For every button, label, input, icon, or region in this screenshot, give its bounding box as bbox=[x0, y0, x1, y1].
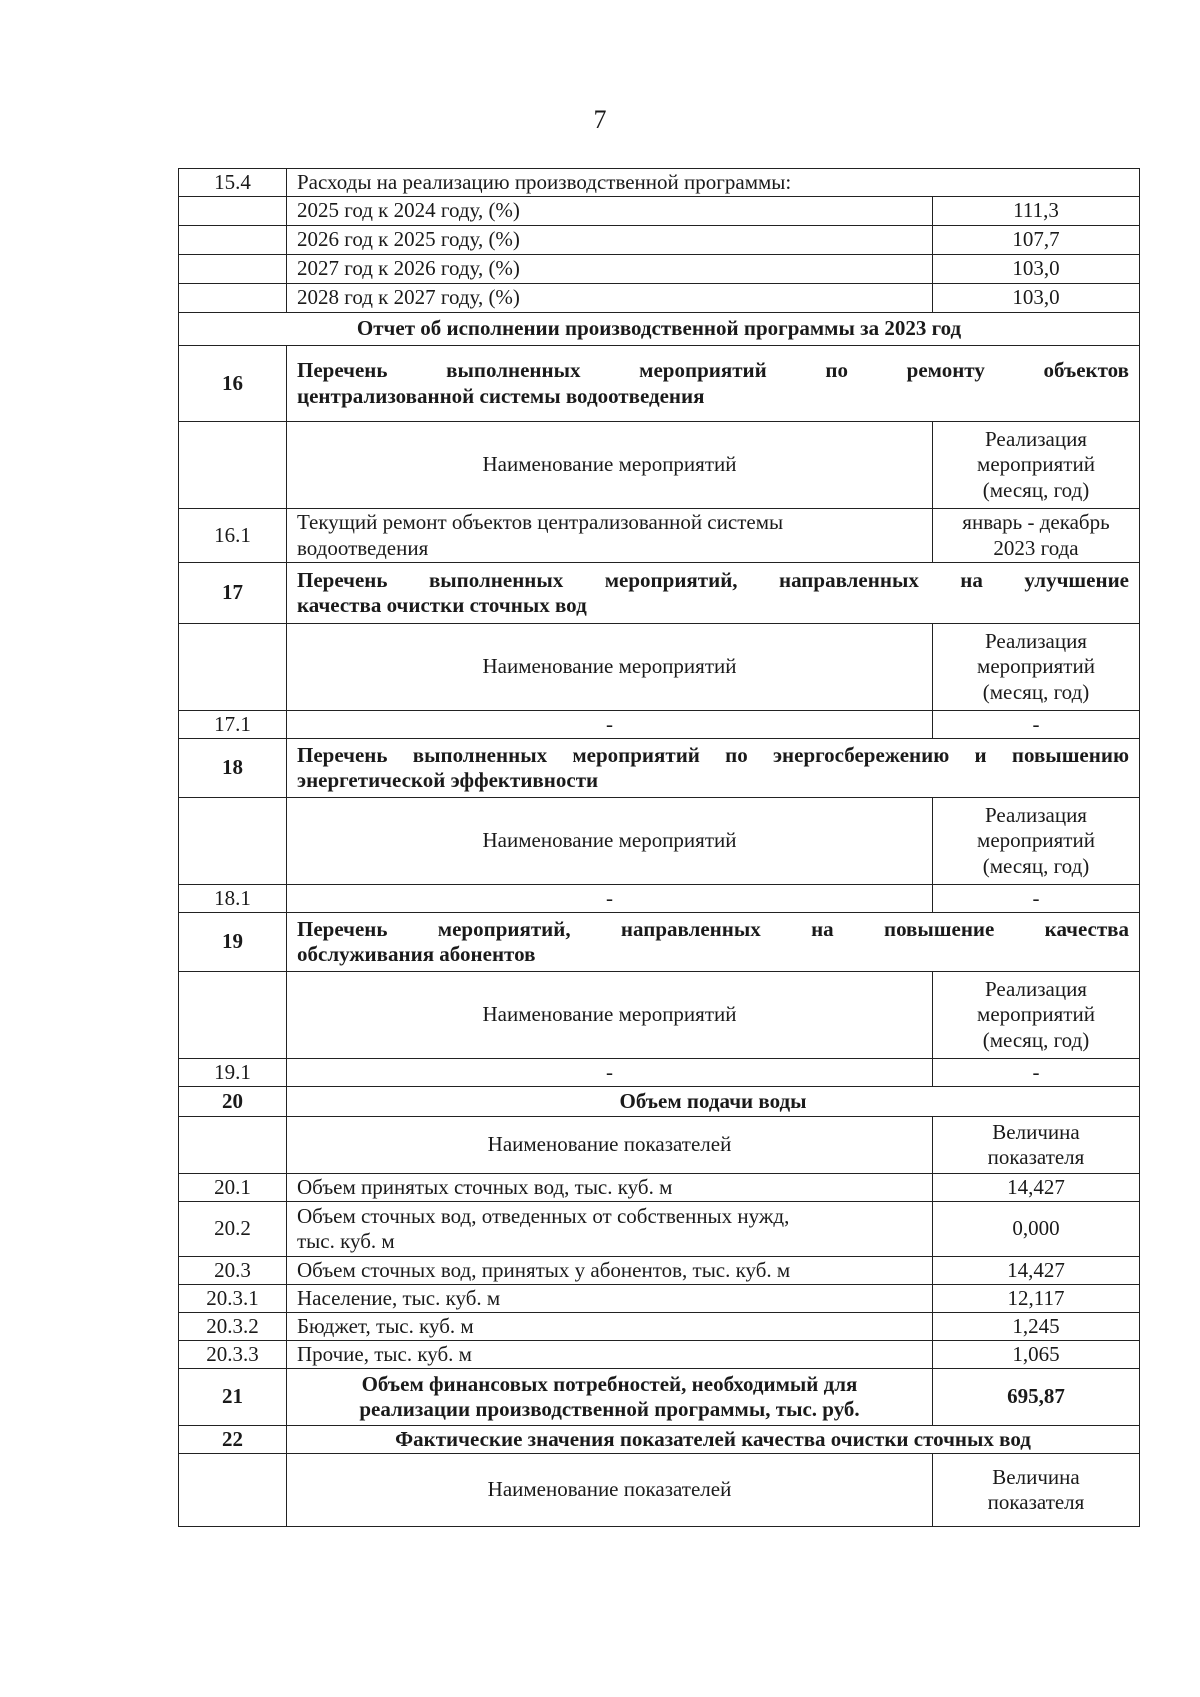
table-row-20-1 bbox=[179, 1174, 1140, 1202]
empty-cell bbox=[179, 798, 287, 885]
section-header-22 bbox=[179, 1426, 1140, 1454]
row-label: Объем сточных вод, отведенных от собственных нужд, тыс. куб. м bbox=[287, 1202, 933, 1257]
row-number: 15.4 bbox=[179, 169, 287, 197]
section-number: 17 bbox=[179, 563, 287, 624]
row-number: 18.1 bbox=[179, 885, 287, 913]
row-value: 103,0 bbox=[933, 284, 1140, 313]
section-title: Перечень мероприятий, направленных на повышение качества обслуживания абонентов bbox=[287, 913, 1140, 972]
empty-cell bbox=[179, 422, 287, 509]
row-value: 695,87 bbox=[933, 1369, 1140, 1426]
table-row-18-1 bbox=[179, 885, 1140, 913]
table-row bbox=[179, 197, 1140, 226]
empty-cell bbox=[179, 1454, 287, 1527]
section-title: Объем подачи воды bbox=[287, 1087, 1140, 1117]
program-table bbox=[178, 168, 1140, 1527]
row-number: 20.2 bbox=[179, 1202, 287, 1257]
row-value: январь - декабрь 2023 года bbox=[933, 509, 1140, 563]
row-value: 14,427 bbox=[933, 1174, 1140, 1202]
empty-cell bbox=[179, 284, 287, 313]
measures-header: Наименование мероприятий bbox=[287, 624, 933, 711]
section-number: 22 bbox=[179, 1426, 287, 1454]
row-number: 20.3 bbox=[179, 1257, 287, 1285]
row-label: Объем принятых сточных вод, тыс. куб. м bbox=[287, 1174, 933, 1202]
row-value: 1,065 bbox=[933, 1341, 1140, 1369]
section-title: Перечень выполненных мероприятий по ремонту объектов централизованной системы водоотведения bbox=[287, 346, 1140, 422]
table-row-21 bbox=[179, 1369, 1140, 1426]
realization-header: Реализация мероприятий (месяц, год) bbox=[933, 972, 1140, 1059]
table-row-20-3-2 bbox=[179, 1313, 1140, 1341]
row-value: - bbox=[933, 1059, 1140, 1087]
section-title: Перечень выполненных мероприятий по энергосбережению и повышению энергетической эффективности bbox=[287, 739, 1140, 798]
table-row bbox=[179, 255, 1140, 284]
table-row-20-3-1 bbox=[179, 1285, 1140, 1313]
row-value: 103,0 bbox=[933, 255, 1140, 284]
row-value: 111,3 bbox=[933, 197, 1140, 226]
empty-cell bbox=[179, 1117, 287, 1174]
row-value: - bbox=[933, 885, 1140, 913]
column-header-row bbox=[179, 798, 1140, 885]
indicators-header: Наименование показателей bbox=[287, 1117, 933, 1174]
column-header-row bbox=[179, 1117, 1140, 1174]
section-header-19 bbox=[179, 913, 1140, 972]
row-value: 1,245 bbox=[933, 1313, 1140, 1341]
section-number: 20 bbox=[179, 1087, 287, 1117]
row-value: 107,7 bbox=[933, 226, 1140, 255]
section-number: 19 bbox=[179, 913, 287, 972]
report-title: Отчет об исполнении производственной программы за 2023 год bbox=[179, 313, 1140, 346]
row-label: 2028 год к 2027 году, (%) bbox=[287, 284, 933, 313]
column-header-row bbox=[179, 972, 1140, 1059]
table-row bbox=[179, 284, 1140, 313]
empty-cell bbox=[179, 624, 287, 711]
table-row-15-4 bbox=[179, 169, 1140, 197]
row-label: 2027 год к 2026 году, (%) bbox=[287, 255, 933, 284]
row-number: 20.3.3 bbox=[179, 1341, 287, 1369]
section-header-18 bbox=[179, 739, 1140, 798]
row-label: Население, тыс. куб. м bbox=[287, 1285, 933, 1313]
row-number: 20.3.1 bbox=[179, 1285, 287, 1313]
section-number: 18 bbox=[179, 739, 287, 798]
row-label: Прочие, тыс. куб. м bbox=[287, 1341, 933, 1369]
row-label: Объем финансовых потребностей, необходимый для реализации производственной программы, тыс. руб. bbox=[287, 1369, 933, 1426]
row-value: - bbox=[933, 711, 1140, 739]
section-title: Фактические значения показателей качества очистки сточных вод bbox=[287, 1426, 1140, 1454]
section-number: 21 bbox=[179, 1369, 287, 1426]
report-title-row bbox=[179, 313, 1140, 346]
row-label: - bbox=[287, 1059, 933, 1087]
table-row-20-2 bbox=[179, 1202, 1140, 1257]
table-row-19-1 bbox=[179, 1059, 1140, 1087]
table-row-20-3-3 bbox=[179, 1341, 1140, 1369]
row-number: 16.1 bbox=[179, 509, 287, 563]
measures-header: Наименование мероприятий bbox=[287, 422, 933, 509]
page-number: 7 bbox=[593, 105, 607, 134]
row-label: 2026 год к 2025 году, (%) bbox=[287, 226, 933, 255]
section-header-20 bbox=[179, 1087, 1140, 1117]
empty-cell bbox=[179, 972, 287, 1059]
row-label: Текущий ремонт объектов централизованной системы водоотведения bbox=[287, 509, 933, 563]
row-value: 14,427 bbox=[933, 1257, 1140, 1285]
row-number: 20.3.2 bbox=[179, 1313, 287, 1341]
row-label: - bbox=[287, 711, 933, 739]
row-label: 2025 год к 2024 году, (%) bbox=[287, 197, 933, 226]
empty-cell bbox=[179, 197, 287, 226]
row-label: - bbox=[287, 885, 933, 913]
row-number: 20.1 bbox=[179, 1174, 287, 1202]
column-header-row bbox=[179, 624, 1140, 711]
table-row-17-1 bbox=[179, 711, 1140, 739]
row-value: 0,000 bbox=[933, 1202, 1140, 1257]
row-label: Расходы на реализацию производственной программы: bbox=[287, 169, 1140, 197]
table-row-20-3 bbox=[179, 1257, 1140, 1285]
realization-header: Реализация мероприятий (месяц, год) bbox=[933, 422, 1140, 509]
indicators-header: Наименование показателей bbox=[287, 1454, 933, 1527]
magnitude-header: Величина показателя bbox=[933, 1117, 1140, 1174]
empty-cell bbox=[179, 226, 287, 255]
table-row-16-1 bbox=[179, 509, 1140, 563]
magnitude-header: Величина показателя bbox=[933, 1454, 1140, 1527]
section-header-16 bbox=[179, 346, 1140, 422]
column-header-row bbox=[179, 422, 1140, 509]
row-label: Объем сточных вод, принятых у абонентов, тыс. куб. м bbox=[287, 1257, 933, 1285]
section-title: Перечень выполненных мероприятий, направленных на улучшение качества очистки сточных вод bbox=[287, 563, 1140, 624]
empty-cell bbox=[179, 255, 287, 284]
measures-header: Наименование мероприятий bbox=[287, 798, 933, 885]
row-value: 12,117 bbox=[933, 1285, 1140, 1313]
section-header-17 bbox=[179, 563, 1140, 624]
row-number: 17.1 bbox=[179, 711, 287, 739]
row-label: Бюджет, тыс. куб. м bbox=[287, 1313, 933, 1341]
table-row bbox=[179, 226, 1140, 255]
realization-header: Реализация мероприятий (месяц, год) bbox=[933, 624, 1140, 711]
section-number: 16 bbox=[179, 346, 287, 422]
realization-header: Реализация мероприятий (месяц, год) bbox=[933, 798, 1140, 885]
measures-header: Наименование мероприятий bbox=[287, 972, 933, 1059]
row-number: 19.1 bbox=[179, 1059, 287, 1087]
column-header-row bbox=[179, 1454, 1140, 1527]
